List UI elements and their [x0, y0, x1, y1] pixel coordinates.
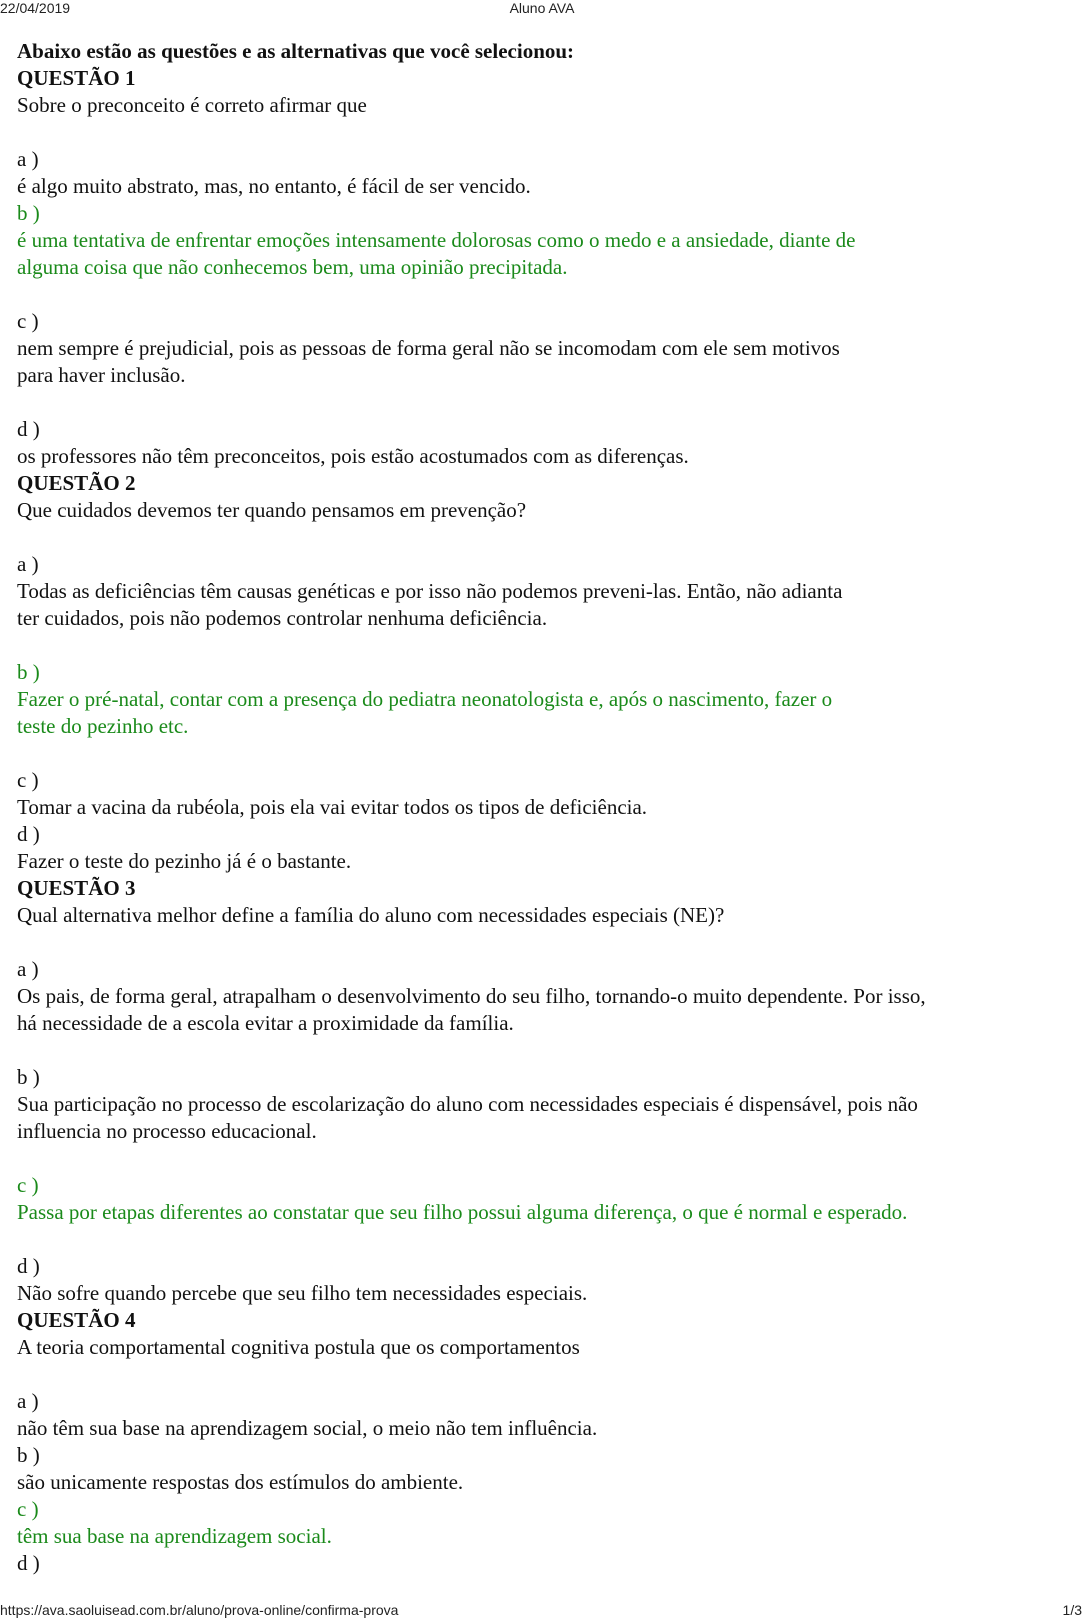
option-letter: c )	[17, 768, 39, 792]
option-text: Passa por etapas diferentes ao constatar que seu filho possui alguma diferença, o que é normal e esperado.	[17, 1200, 908, 1224]
print-footer	[0, 1602, 1084, 1620]
option-text: não têm sua base na aprendizagem social, o meio não tem influência.	[17, 1416, 598, 1440]
question-4	[17, 1307, 1067, 1577]
option-text: influencia no processo educacional.	[17, 1119, 317, 1143]
option-letter: d )	[17, 822, 40, 846]
option-letter: a )	[17, 147, 39, 171]
option-letter: b )	[17, 201, 40, 225]
question-title: QUESTÃO 3	[17, 876, 136, 900]
option-text: os professores não têm preconceitos, pois estão acostumados com as diferenças.	[17, 444, 689, 468]
option-letter: a )	[17, 552, 39, 576]
selected-option	[17, 1496, 1067, 1550]
option-text: Tomar a vacina da rubéola, pois ela vai evitar todos os tipos de deficiência.	[17, 795, 648, 819]
option-letter: b )	[17, 660, 40, 684]
selected-option	[17, 200, 1067, 281]
print-date: 22/04/2019	[0, 0, 71, 16]
question-prompt: Qual alternativa melhor define a família do aluno com necessidades especiais (NE)?	[17, 903, 725, 927]
spacer	[17, 119, 1067, 146]
question-title: QUESTÃO 2	[17, 471, 136, 495]
spacer	[17, 524, 1067, 551]
spacer	[17, 1145, 1067, 1172]
spacer	[17, 740, 1067, 767]
option-text: têm sua base na aprendizagem social.	[17, 1524, 332, 1548]
option-text: nem sempre é prejudicial, pois as pessoas de forma geral não se incomodam com ele sem motivos	[17, 336, 840, 360]
option-letter: c )	[17, 1497, 39, 1521]
option-text: é algo muito abstrato, mas, no entanto, é fácil de ser vencido.	[17, 174, 531, 198]
selected-option	[17, 659, 1067, 740]
question-prompt: Sobre o preconceito é correto afirmar que	[17, 93, 367, 117]
option-letter: b )	[17, 1443, 40, 1467]
question-title: QUESTÃO 1	[17, 66, 136, 90]
spacer	[17, 1226, 1067, 1253]
page-number: 1/3	[1062, 1602, 1082, 1618]
option-letter: a )	[17, 1389, 39, 1413]
option-text: teste do pezinho etc.	[17, 714, 189, 738]
question-prompt: Que cuidados devemos ter quando pensamos em prevenção?	[17, 498, 527, 522]
print-url: https://ava.saoluisead.com.br/aluno/prova-online/confirma-prova	[0, 1602, 399, 1618]
option-text: Sua participação no processo de escolarização do aluno com necessidades especiais é dispensável, pois não	[17, 1092, 918, 1116]
question-3	[17, 875, 1067, 1307]
option-letter: b )	[17, 1065, 40, 1089]
spacer	[17, 281, 1067, 308]
option-text: é uma tentativa de enfrentar emoções intensamente dolorosas como o medo e a ansiedade, diante de	[17, 228, 856, 252]
option-letter: d )	[17, 1551, 40, 1575]
spacer	[17, 389, 1067, 416]
option-letter: c )	[17, 309, 39, 333]
option-text: alguma coisa que não conhecemos bem, uma opinião precipitada.	[17, 255, 568, 279]
spacer	[17, 1037, 1067, 1064]
page-heading: Abaixo estão as questões e as alternativas que você selecionou:	[17, 39, 575, 63]
exam-review	[17, 38, 1067, 1577]
spacer	[17, 1361, 1067, 1388]
option-letter: a )	[17, 957, 39, 981]
spacer	[17, 632, 1067, 659]
option-text: há necessidade de a escola evitar a proximidade da família.	[17, 1011, 514, 1035]
question-1	[17, 65, 1067, 470]
question-title: QUESTÃO 4	[17, 1308, 136, 1332]
option-text: para haver inclusão.	[17, 363, 186, 387]
spacer	[17, 929, 1067, 956]
option-text: Não sofre quando percebe que seu filho tem necessidades especiais.	[17, 1281, 588, 1305]
selected-option	[17, 1172, 1067, 1226]
option-text: ter cuidados, pois não podemos controlar nenhuma deficiência.	[17, 606, 548, 630]
option-text: são unicamente respostas dos estímulos do ambiente.	[17, 1470, 464, 1494]
print-title: Aluno AVA	[509, 0, 575, 16]
print-header	[0, 0, 1084, 18]
option-letter: d )	[17, 417, 40, 441]
question-prompt: A teoria comportamental cognitiva postula que os comportamentos	[17, 1335, 580, 1359]
option-text: Todas as deficiências têm causas genéticas e por isso não podemos preveni-las. Então, não adianta	[17, 579, 843, 603]
option-text: Fazer o teste do pezinho já é o bastante.	[17, 849, 352, 873]
option-letter: d )	[17, 1254, 40, 1278]
option-text: Fazer o pré-natal, contar com a presença do pediatra neonatologista e, após o nascimento, fazer o	[17, 687, 833, 711]
question-2	[17, 470, 1067, 875]
option-text: Os pais, de forma geral, atrapalham o desenvolvimento do seu filho, tornando-o muito dependente. Por isso,	[17, 984, 926, 1008]
option-letter: c )	[17, 1173, 39, 1197]
